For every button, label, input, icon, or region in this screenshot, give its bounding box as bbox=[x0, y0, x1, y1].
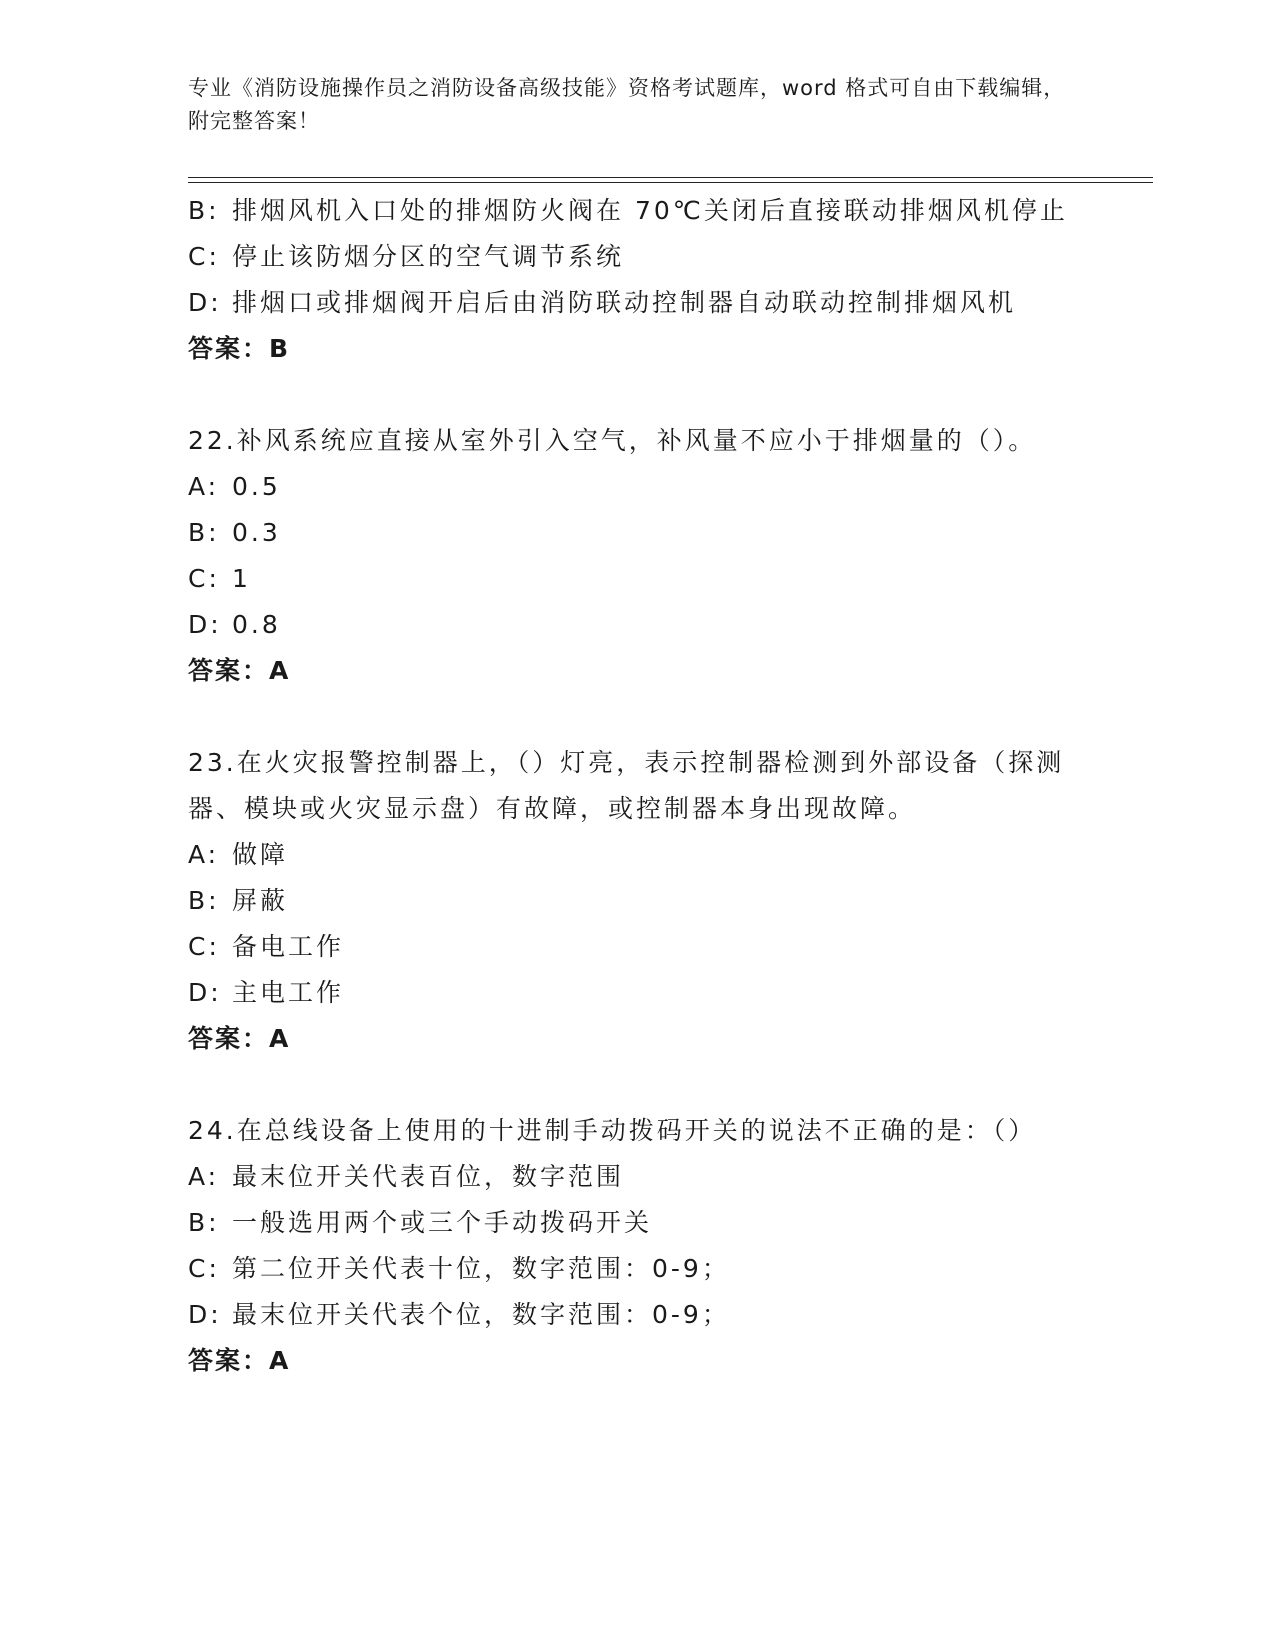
option-d bbox=[188, 280, 1153, 326]
question-list bbox=[188, 188, 1153, 1384]
question-block-23 bbox=[188, 740, 1153, 1062]
option-c bbox=[188, 234, 1153, 280]
option-b bbox=[188, 510, 1153, 556]
option-letter: D: bbox=[188, 288, 222, 317]
option-letter: C: bbox=[188, 242, 220, 271]
option-b bbox=[188, 878, 1153, 924]
option-text: 最末位开关代表个位，数字范围：0-9； bbox=[232, 1300, 730, 1329]
answer-line: 答案：B bbox=[188, 334, 291, 363]
option-letter: A: bbox=[188, 1162, 220, 1191]
option-letter: A: bbox=[188, 472, 220, 501]
option-letter: D: bbox=[188, 610, 222, 639]
option-c bbox=[188, 1246, 1153, 1292]
option-text: 排烟口或排烟阀开启后由消防联动控制器自动联动控制排烟风机 bbox=[232, 288, 1017, 317]
option-b bbox=[188, 188, 1153, 234]
answer-line: 答案：A bbox=[188, 656, 291, 685]
option-letter: A: bbox=[188, 840, 220, 869]
header-divider-top bbox=[188, 177, 1153, 178]
question-stem: 23.在火灾报警控制器上，（）灯亮，表示控制器检测到外部设备（探测器、模块或火灾显示盘）有故障，或控制器本身出现故障。 bbox=[188, 748, 1065, 823]
header-divider-bottom bbox=[188, 182, 1153, 183]
question-block-22 bbox=[188, 418, 1153, 694]
document-header: 专业《消防设施操作员之消防设备高级技能》资格考试题库，word 格式可自由下载编辑，附完整答案！ bbox=[188, 76, 1066, 133]
option-d bbox=[188, 602, 1153, 648]
option-text: 备电工作 bbox=[232, 932, 345, 961]
option-b bbox=[188, 1200, 1153, 1246]
option-a bbox=[188, 464, 1153, 510]
option-c bbox=[188, 924, 1153, 970]
option-text: 0.8 bbox=[232, 610, 281, 639]
option-letter: C: bbox=[188, 564, 220, 593]
option-letter: B: bbox=[188, 1208, 220, 1237]
answer-line: 答案：A bbox=[188, 1024, 291, 1053]
option-letter: C: bbox=[188, 1254, 220, 1283]
option-letter: D: bbox=[188, 978, 222, 1007]
option-text: 最末位开关代表百位，数字范围 bbox=[232, 1162, 625, 1191]
option-text: 第二位开关代表十位，数字范围：0-9； bbox=[232, 1254, 730, 1283]
option-text: 停止该防烟分区的空气调节系统 bbox=[232, 242, 625, 271]
option-text: 0.3 bbox=[232, 518, 281, 547]
option-letter: C: bbox=[188, 932, 220, 961]
option-letter: B: bbox=[188, 518, 220, 547]
option-letter: B: bbox=[188, 196, 220, 225]
option-a bbox=[188, 832, 1153, 878]
option-text: 1 bbox=[232, 564, 251, 593]
option-text: 做障 bbox=[232, 840, 289, 869]
option-text: 屏蔽 bbox=[232, 886, 289, 915]
option-d bbox=[188, 1292, 1153, 1338]
option-c bbox=[188, 556, 1153, 602]
question-stem: 24.在总线设备上使用的十进制手动拨码开关的说法不正确的是：（） bbox=[188, 1116, 1037, 1145]
question-stem: 22.补风系统应直接从室外引入空气，补风量不应小于排烟量的（）。 bbox=[188, 426, 1037, 455]
question-block-24 bbox=[188, 1108, 1153, 1384]
option-text: 0.5 bbox=[232, 472, 281, 501]
option-text: 主电工作 bbox=[232, 978, 345, 1007]
option-a bbox=[188, 1154, 1153, 1200]
option-letter: B: bbox=[188, 886, 220, 915]
option-text: 一般选用两个或三个手动拨码开关 bbox=[232, 1208, 653, 1237]
option-letter: D: bbox=[188, 1300, 222, 1329]
option-d bbox=[188, 970, 1153, 1016]
question-block-21 bbox=[188, 188, 1153, 372]
answer-line: 答案：A bbox=[188, 1346, 291, 1375]
option-text: 排烟风机入口处的排烟防火阀在 70℃关闭后直接联动排烟风机停止 bbox=[232, 196, 1068, 225]
